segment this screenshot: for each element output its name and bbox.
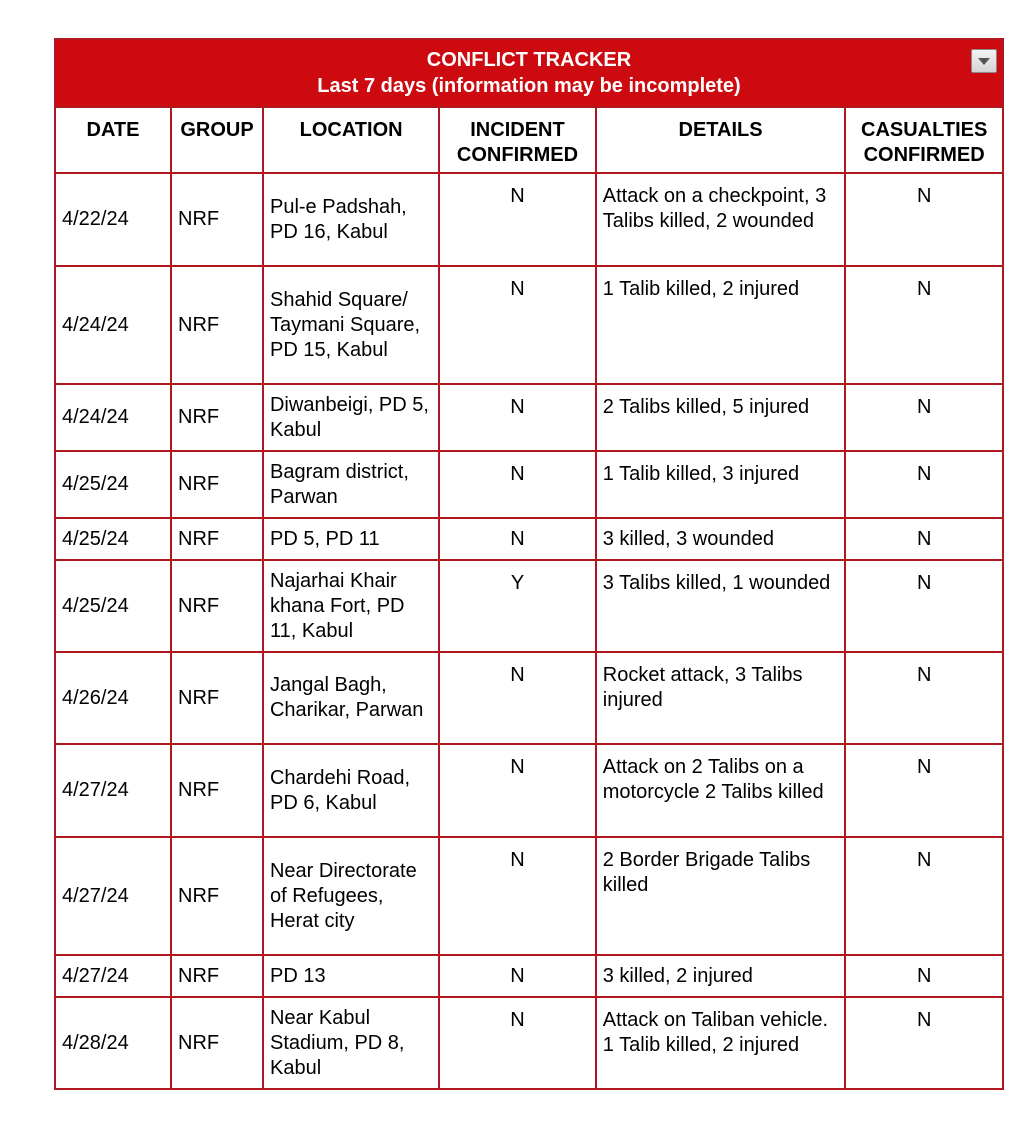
table-row [55,451,1003,518]
cell-casualties-confirmed: N [845,744,1003,837]
cell-group: NRF [171,744,263,837]
cell-location: Chardehi Road, PD 6, Kabul [263,744,439,837]
cell-casualties-confirmed: N [845,518,1003,560]
cell-casualties-confirmed: N [845,837,1003,955]
cell-group: NRF [171,384,263,451]
cell-incident-confirmed: N [439,266,596,384]
cell-date: 4/24/24 [55,266,171,384]
cell-group: NRF [171,652,263,744]
cell-incident-confirmed: N [439,997,596,1089]
cell-details: 3 killed, 2 injured [596,955,846,997]
cell-group: NRF [171,266,263,384]
cell-details: 1 Talib killed, 3 injured [596,451,846,518]
cell-date: 4/25/24 [55,560,171,652]
cell-details: Attack on 2 Talibs on a motorcycle 2 Talibs killed [596,744,846,837]
table-row [55,518,1003,560]
table-row [55,384,1003,451]
cell-date: 4/27/24 [55,744,171,837]
cell-details: 1 Talib killed, 2 injured [596,266,846,384]
dropdown-button[interactable] [971,49,997,73]
cell-date: 4/25/24 [55,518,171,560]
cell-date: 4/22/24 [55,173,171,266]
column-header-incident-confirmed: INCIDENT CONFIRMED [439,107,596,173]
cell-date: 4/28/24 [55,997,171,1089]
table-row [55,173,1003,266]
table-title-banner [55,39,1003,107]
cell-details: 3 killed, 3 wounded [596,518,846,560]
column-header-casualties-confirmed: CASUALTIES CONFIRMED [845,107,1003,173]
cell-casualties-confirmed: N [845,384,1003,451]
cell-incident-confirmed: N [439,955,596,997]
table-row [55,744,1003,837]
cell-incident-confirmed: Y [439,560,596,652]
cell-location: Diwanbeigi, PD 5, Kabul [263,384,439,451]
cell-details: Rocket attack, 3 Talibs injured [596,652,846,744]
cell-location: Shahid Square/ Taymani Square, PD 15, Kabul [263,266,439,384]
cell-incident-confirmed: N [439,451,596,518]
cell-casualties-confirmed: N [845,451,1003,518]
table-row [55,560,1003,652]
cell-group: NRF [171,451,263,518]
cell-details: 3 Talibs killed, 1 wounded [596,560,846,652]
cell-casualties-confirmed: N [845,266,1003,384]
cell-date: 4/25/24 [55,451,171,518]
column-header-details: DETAILS [596,107,846,173]
cell-location: PD 5, PD 11 [263,518,439,560]
column-header-location: LOCATION [263,107,439,173]
cell-date: 4/26/24 [55,652,171,744]
cell-casualties-confirmed: N [845,997,1003,1089]
cell-group: NRF [171,837,263,955]
table-subtitle: Last 7 days (information may be incomplete) [317,75,741,97]
table-row [55,837,1003,955]
cell-details: Attack on a checkpoint, 3 Talibs killed, 2 wounded [596,173,846,266]
table-row [55,652,1003,744]
cell-incident-confirmed: N [439,744,596,837]
column-header-row [55,107,1003,173]
cell-group: NRF [171,518,263,560]
cell-location: Near Kabul Stadium, PD 8, Kabul [263,997,439,1089]
cell-incident-confirmed: N [439,837,596,955]
cell-casualties-confirmed: N [845,560,1003,652]
cell-casualties-confirmed: N [845,173,1003,266]
cell-date: 4/24/24 [55,384,171,451]
cell-location: Near Directorate of Refugees, Herat city [263,837,439,955]
table-row [55,266,1003,384]
cell-location: PD 13 [263,955,439,997]
cell-casualties-confirmed: N [845,652,1003,744]
cell-details: 2 Talibs killed, 5 injured [596,384,846,451]
cell-group: NRF [171,997,263,1089]
cell-incident-confirmed: N [439,384,596,451]
cell-location: Pul-e Padshah, PD 16, Kabul [263,173,439,266]
cell-date: 4/27/24 [55,837,171,955]
cell-group: NRF [171,173,263,266]
cell-details: Attack on Taliban vehicle. 1 Talib killed, 2 injured [596,997,846,1089]
cell-location: Bagram district, Parwan [263,451,439,518]
cell-incident-confirmed: N [439,173,596,266]
cell-casualties-confirmed: N [845,955,1003,997]
cell-group: NRF [171,955,263,997]
column-header-group: GROUP [171,107,263,173]
chevron-down-icon [978,58,990,65]
column-header-date: DATE [55,107,171,173]
cell-location: Najarhai Khair khana Fort, PD 11, Kabul [263,560,439,652]
table-row [55,955,1003,997]
table-row [55,997,1003,1089]
cell-details: 2 Border Brigade Talibs killed [596,837,846,955]
cell-location: Jangal Bagh, Charikar, Parwan [263,652,439,744]
cell-group: NRF [171,560,263,652]
table-title: CONFLICT TRACKER [426,49,632,71]
cell-incident-confirmed: N [439,652,596,744]
conflict-tracker-table [54,38,1004,1090]
cell-date: 4/27/24 [55,955,171,997]
cell-incident-confirmed: N [439,518,596,560]
